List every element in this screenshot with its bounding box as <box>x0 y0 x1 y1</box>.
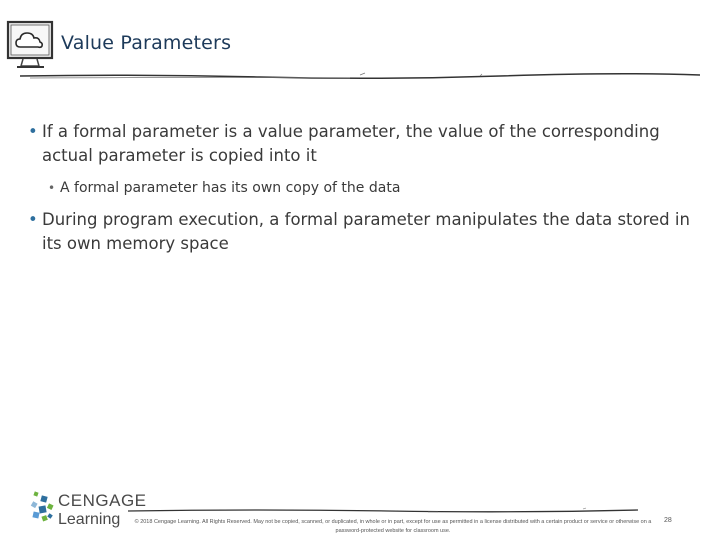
footer-divider <box>128 505 638 515</box>
logo-wordmark-sub: Learning <box>58 511 121 528</box>
bullet-text: During program execution, a formal parameter manipulates the data stored in its own memory space <box>42 210 690 253</box>
bullet-text: If a formal parameter is a value parameter, the value of the corresponding actual parameter is copied into it <box>42 122 660 165</box>
page-number: 28 <box>664 517 672 524</box>
bullet-item <box>28 208 698 256</box>
bullet-dot: • <box>28 210 38 229</box>
title-divider <box>20 70 700 82</box>
sub-bullet-item <box>28 178 698 198</box>
bullet-item <box>28 120 698 168</box>
sub-bullet-text: A formal parameter has its own copy of the data <box>60 180 401 196</box>
bullet-dot: • <box>28 122 38 141</box>
slide-body <box>28 120 698 266</box>
bullet-dot: • <box>48 181 56 195</box>
logo-wordmark: CENGAGE <box>58 491 147 510</box>
page-title: Value Parameters <box>61 32 232 54</box>
copyright-notice: © 2018 Cengage Learning. All Rights Reserved. May not be copied, scanned, or duplicated, in whole or in part, except for use as permitted in a license distributed with a certain product or service or otherwise on a password-protected website for classroom use. <box>134 519 652 534</box>
cloud-monitor-icon <box>6 20 56 70</box>
